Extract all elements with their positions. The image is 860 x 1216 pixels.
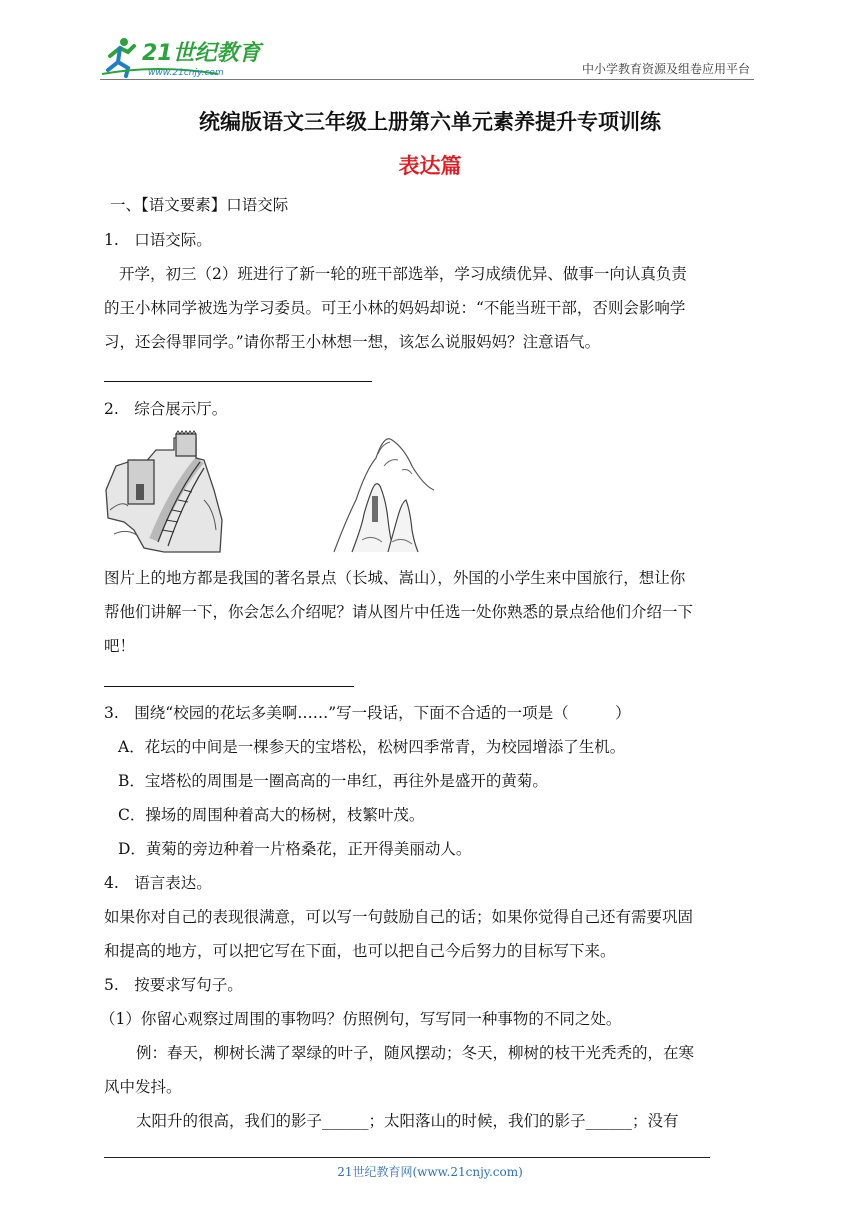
q1-text-line: 习，还会得罪同学。”请你帮王小林想一想，该怎么说服妈妈？注意语气。 (104, 333, 601, 351)
q5-sub1: （1）你留心观察过周围的事物吗？仿照例句，写写同一种事物的不同之处。 (100, 1010, 622, 1028)
q4-label: 4. 语言表达。 (104, 874, 212, 892)
q2-label: 2. 综合展示厅。 (104, 400, 228, 418)
q4-text-line: 和提高的地方，可以把它写在下面，也可以把自己今后努力的目标写下来。 (104, 942, 616, 960)
q5-label: 5. 按要求写句子。 (104, 976, 243, 994)
q2-answer-line[interactable] (104, 686, 354, 687)
q1-answer-line[interactable] (104, 381, 372, 382)
q1-text-line: 的王小林同学被选为学习委员。可王小林的妈妈却说：“不能当班干部，否则会影响学 (104, 299, 686, 317)
q2-text-line: 帮他们讲解一下，你会怎么介绍呢？请从图片中任选一处你熟悉的景点给他们介绍一下 (104, 603, 694, 621)
logo-url: www.21cnjy.com (148, 68, 224, 78)
q2-text-line: 图片上的地方都是我国的著名景点（长城、嵩山），外国的小学生来中国旅行，想让你 (104, 569, 686, 587)
footer-link[interactable]: 21世纪教育网(www.21cnjy.com) (337, 1165, 523, 1179)
q3-option-a[interactable]: A．花坛的中间是一棵参天的宝塔松，松树四季常青，为校园增添了生机。 (118, 738, 626, 756)
q3-option-d[interactable]: D．黄菊的旁边种着一片格桑花，正开得美丽动人。 (118, 840, 472, 858)
page-title: 统编版语文三年级上册第六单元素养提升专项训练 (199, 110, 661, 134)
q2-text-line: 吧！ (104, 637, 136, 655)
q3-option-b[interactable]: B．宝塔松的周围是一圈高高的一串红，再往外是盛开的黄菊。 (118, 772, 548, 790)
page-subtitle: 表达篇 (398, 154, 462, 178)
q3-label: 3. 围绕“校园的花坛多美啊……”写一段话，下面不合适的一项是（ ） (104, 704, 631, 722)
section-heading: 一、【语文要素】口语交际 (110, 196, 289, 214)
header-divider (100, 79, 754, 80)
q5-task-line[interactable]: 太阳升的很高，我们的影子______；太阳落山的时候，我们的影子______；没有 (136, 1112, 679, 1130)
footer-divider (104, 1157, 710, 1158)
q1-label: 1. 口语交际。 (104, 231, 212, 249)
song-mountain-image (332, 430, 436, 554)
q5-example-line: 例：春天，柳树长满了翠绿的叶子，随风摆动；冬天，柳树的枝干光秃秃的，在寒 (136, 1044, 695, 1062)
logo-text: 21世纪教育 (142, 41, 261, 66)
q4-text-line: 如果你对自己的表现很满意，可以写一句鼓励自己的话；如果你觉得自己还有需要巩固 (104, 908, 694, 926)
q5-example-line: 风中发抖。 (104, 1078, 182, 1096)
q1-text-line: 开学，初三（2）班进行了新一轮的班干部选举，学习成绩优异、做事一向认真负责 (119, 265, 687, 283)
platform-label: 中小学教育资源及组卷应用平台 (581, 62, 750, 76)
q3-option-c[interactable]: C．操场的周围种着高大的杨树，枝繁叶茂。 (118, 806, 425, 824)
great-wall-image (104, 430, 224, 554)
site-logo (98, 34, 268, 80)
